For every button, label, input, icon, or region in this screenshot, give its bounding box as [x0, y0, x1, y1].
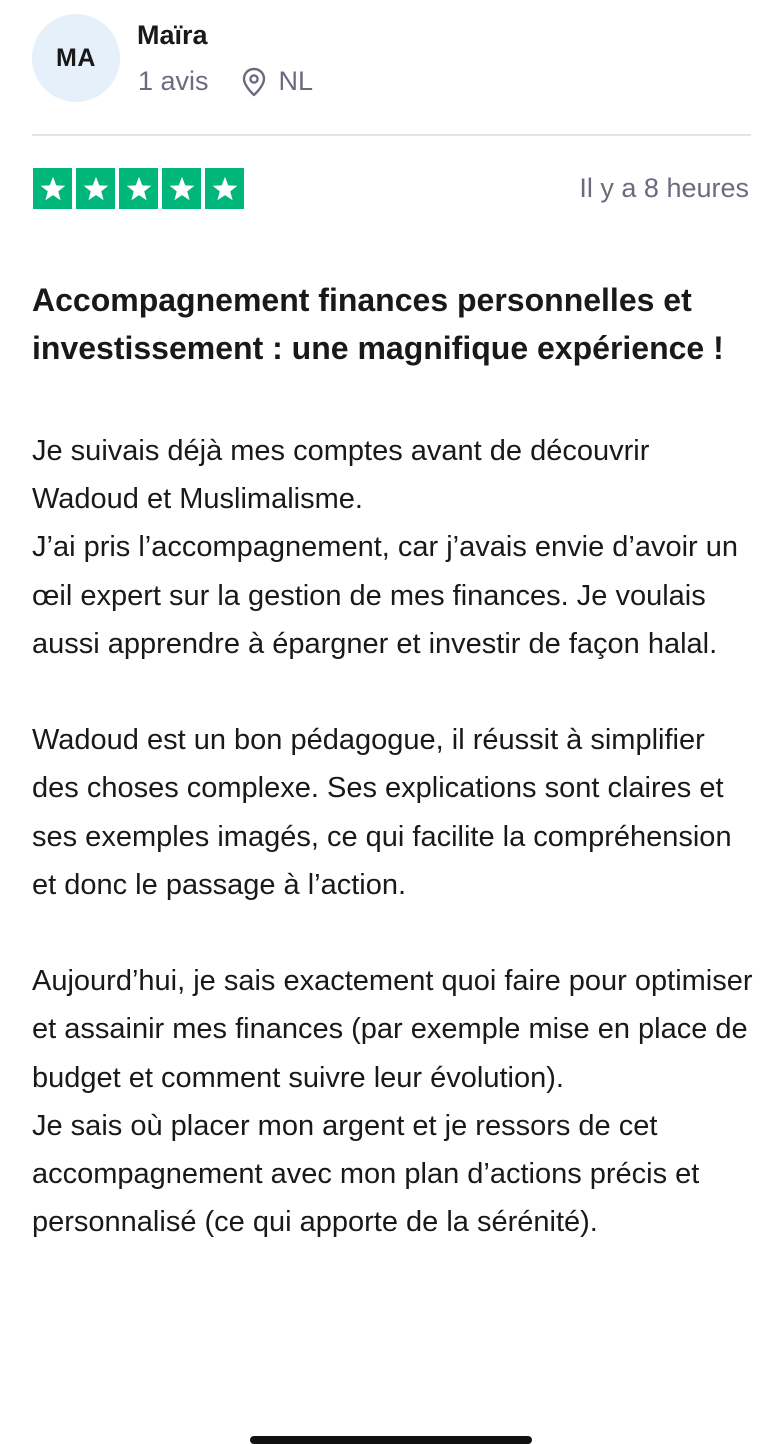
review-body — [32, 427, 756, 1246]
star-icon — [76, 168, 115, 209]
review-paragraph: J’ai pris l’accompagnement, car j’avais envie d’avoir un œil expert sur la gestion de mes finances. Je voulais aussi apprendre à épargner et investir de façon halal. — [32, 531, 738, 660]
review-paragraph: Je sais où placer mon argent et je ressors de cet accompagnement avec mon plan d’actions précis et personnalisé (ce qui apporte de la sérénité). — [32, 1109, 700, 1239]
star-icon — [162, 168, 201, 209]
review-paragraph: Je suivais déjà mes comptes avant de découvrir Wadoud et Muslimalisme. — [32, 435, 650, 516]
star-icon — [205, 168, 244, 209]
star-icon — [119, 168, 158, 209]
divider — [32, 134, 751, 136]
map-pin-icon — [241, 67, 267, 97]
avatar[interactable]: MA — [32, 14, 120, 102]
review-date: Il y a 8 heures — [579, 173, 749, 203]
paragraph-spacer — [32, 909, 756, 957]
paragraph-spacer — [32, 668, 756, 716]
star-rating — [33, 168, 244, 209]
reviewer-country: NL — [278, 66, 314, 96]
home-indicator — [250, 1436, 532, 1444]
review-paragraph: Wadoud est un bon pédagogue, il réussit à simplifier des choses complexe. Ses explications sont claires et ses exemples imagés, ce qui facilite la compréhension et donc le passage à l’action. — [32, 724, 732, 901]
reviewer-name[interactable]: Maïra — [137, 20, 208, 50]
star-icon — [33, 168, 72, 209]
review-paragraph: Aujourd’hui, je sais exactement quoi faire pour optimiser et assainir mes finances (par exemple mise en place de budget et comment suivre leur évolution). — [32, 965, 753, 1094]
review-title[interactable]: Accompagnement finances personnelles et investissement : une magnifique expérience ! — [32, 282, 724, 366]
review-count: 1 avis — [138, 66, 209, 96]
reviewer-meta — [138, 66, 313, 97]
reviewer-header — [32, 14, 751, 104]
